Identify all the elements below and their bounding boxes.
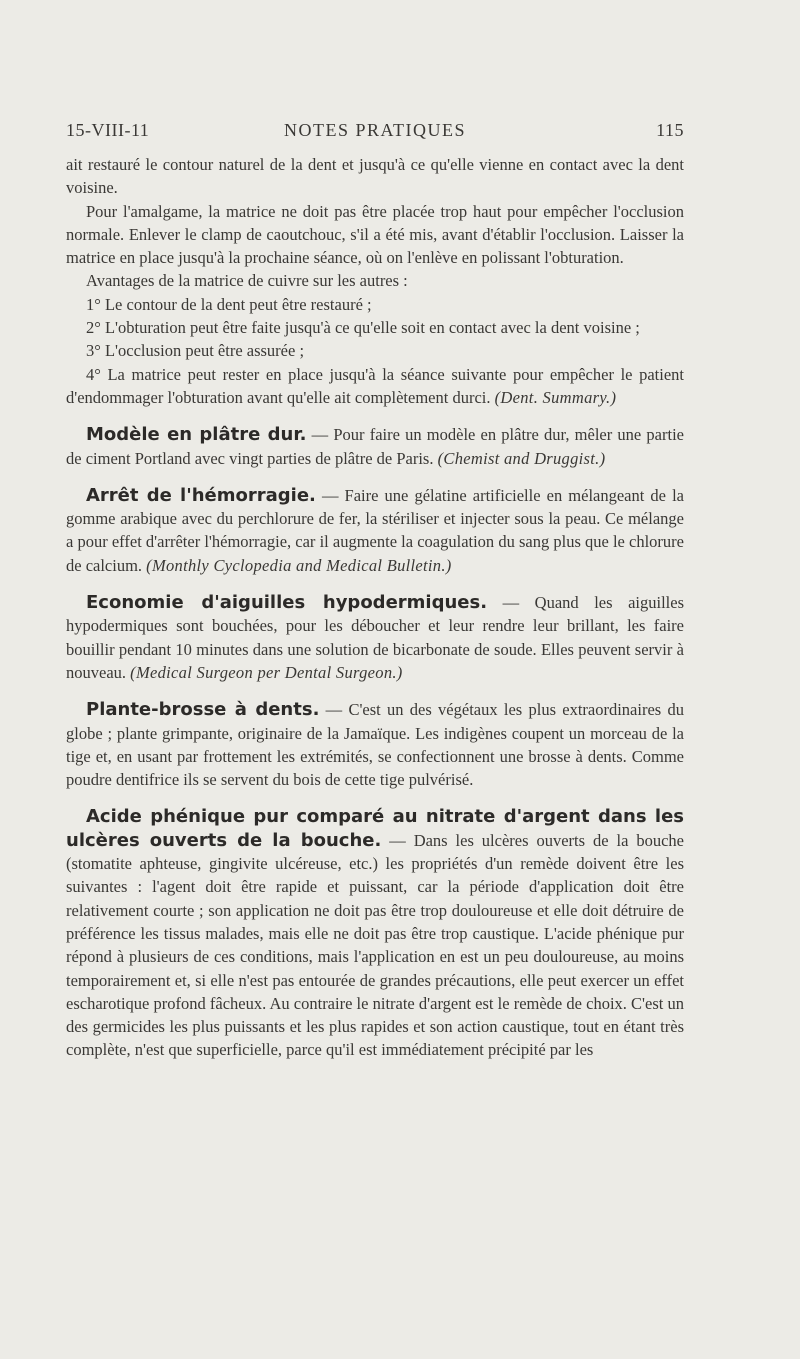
source-citation: (Medical Surgeon per Dental Surgeon.) [130,662,403,682]
section-aiguilles [66,591,684,684]
section-text: — Quand les aiguilles hypodermiques sont bouchées, pour les déboucher et leur rendre leur brillant, les faire bouillir pendant 10 minutes dans une solution de bicarbonate de soude. Elles peuvent servir à nouveau. [66,593,684,682]
section-title: Plante-brosse à dents. [86,699,320,721]
list-item: 2° L'obturation peut être faite jusqu'à ce qu'elle soit en contact avec la dent voisine ; [86,318,640,338]
list-item-text: 4° La matrice peut rester en place jusqu'à la séance suivante pour empêcher le patient d'endommager l'obturation avant qu'elle ait complètement durci. [66,364,684,407]
section-modele-platre [66,423,684,470]
section-text: — Dans les ulcères ouverts de la bouche (stomatite aphteuse, gingivite ulcéreuse, etc.) les propriétés d'un remède doivent être les suivantes : l'agent doit être rapide et puissant, car la période d'application doit être relativement courte ; son application ne doit pas être trop douloureuse et elle doit détruire de préférence les tissus malades, mais elle ne doit pas être trop caustique. L'acide phénique pur répond à plusieurs de ces conditions, mais l'application en est un peu douloureuse, au moins temporairement et, si elle n'est pas entourée de grandes précautions, elle peut exercer un effet escharotique profond fâcheux. Au contraire le nitrate d'argent est le remède de choix. C'est un des germicides les plus puissants et les plus rapides et son action caustique, tout en étant très complète, n'est que superficielle, parce qu'il est immédiatement précipité par les [66,830,684,1060]
page-body [66,153,684,1062]
header-title: NOTES PRATIQUES [283,120,466,140]
section-plante-brosse [66,698,684,791]
running-header [66,120,684,146]
section-arret-hemorragie [66,484,684,577]
section-title: Modèle en plâtre dur. [86,424,307,446]
section-title: Arrêt de l'hémorragie. [86,484,316,506]
source-citation: (Dent. Summary.) [494,387,617,407]
paragraph: Pour l'amalgame, la matrice ne doit pas être placée trop haut pour empêcher l'occlusion normale. Enlever le clamp de caoutchouc, s'il a été mis, avant d'établir l'occlusion. Laisser la matrice en place jusqu'à la prochaine séance, où on l'enlève en polissant l'obturation. [66,201,684,268]
source-citation: (Chemist and Druggist.) [437,448,606,468]
list-item [66,363,684,410]
section-title: Acide phénique pur comparé au nitrate d'argent dans les ulcères ouverts de la bouche. [66,806,684,851]
section-text: — C'est un des végétaux les plus extraordinaires du globe ; plante grimpante, originaire de la Jamaïque. Les indigènes coupent un morceau de la tige et, en usant par frottement les extrémités, se confectionnent une brosse à dents. Comme poudre dentifrice ils se servent du bois de cette tige pulvérisé. [66,700,684,790]
paragraph: ait restauré le contour naturel de la dent et jusqu'à ce qu'elle vienne en contact avec la dent voisine. [66,155,684,198]
list-item: 1° Le contour de la dent peut être restauré ; [86,294,372,314]
page-number: 115 [656,120,684,140]
header-date: 15-VIII-11 [66,120,150,140]
paragraph: Avantages de la matrice de cuivre sur les autres : [86,271,408,291]
list-item: 3° L'occlusion peut être assurée ; [86,341,305,361]
section-acide-phenique [66,805,684,1061]
source-citation: (Monthly Cyclopedia and Medical Bulletin.) [146,555,452,575]
section-text: — Faire une gélatine artificielle en mélangeant de la gomme arabique avec du perchlorure de fer, la stériliser et injecter sous la peau. Ce mélange a pour effet d'arrêter l'hémorragie, car il augmente la coagulation du sang plus que le chlorure de calcium. [66,485,684,575]
section-title: Economie d'aiguilles hypodermiques. [86,592,488,614]
section-text: — Pour faire un modèle en plâtre dur, mêler une partie de ciment Portland avec vingt parties de plâtre de Paris. [66,425,684,468]
